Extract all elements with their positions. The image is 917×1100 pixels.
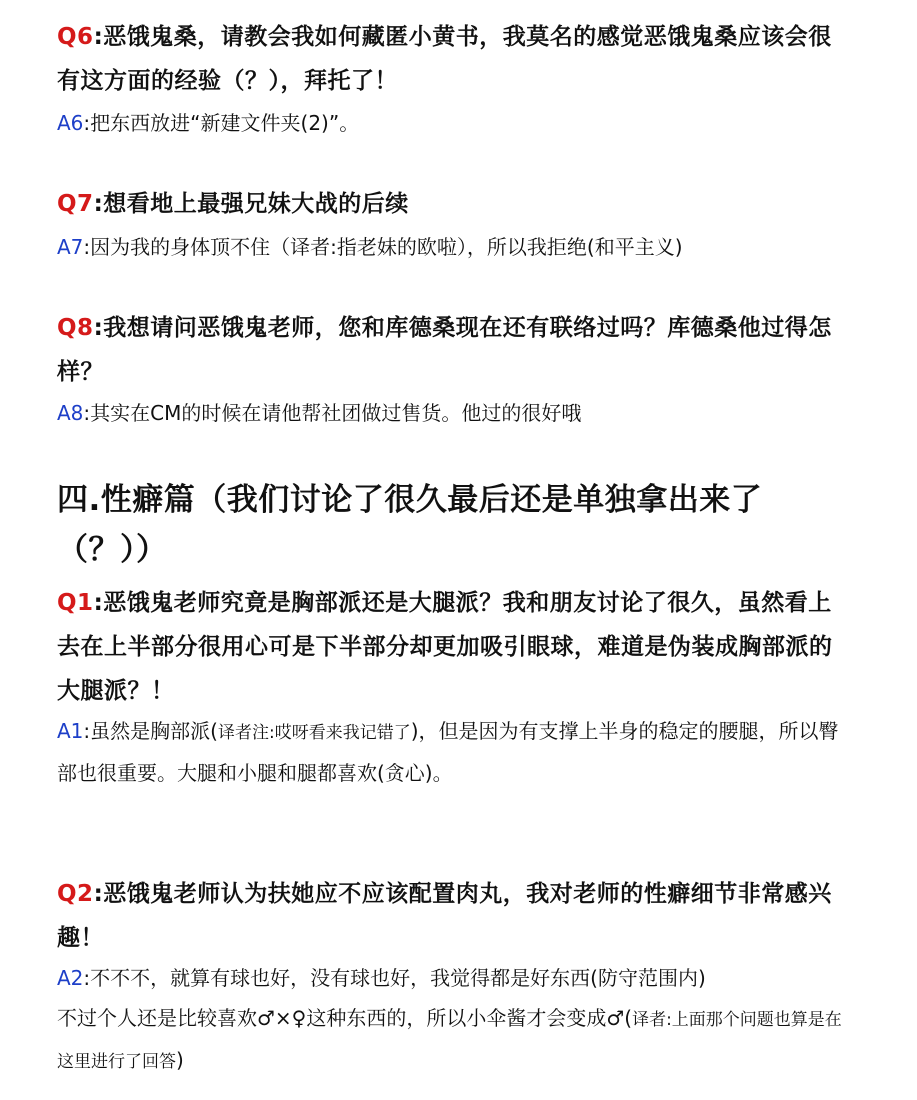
translator-note: 译者:上面那个问题也算是在这里进行了回答 <box>57 1010 842 1072</box>
answer-a1 <box>57 711 847 793</box>
answer-tag: A7 <box>57 235 84 259</box>
answer-line <box>57 958 857 998</box>
tag-separator: : <box>83 966 91 990</box>
answer-tag: A1 <box>57 719 84 743</box>
question-text: 恶饿鬼桑，请教会我如何藏匿小黄书，我莫名的感觉恶饿鬼桑应该会很有这方面的经验（？），拜托了！ <box>57 24 832 94</box>
tag-separator: : <box>93 24 104 50</box>
question-q2 <box>57 872 847 960</box>
question-tag: Q6 <box>57 24 94 50</box>
answer-text: )，但是因为有支撑上半身的稳定的腰腿，所以臀部也很重要。大腿和小腿和腿都喜欢(贪心)。 <box>57 719 839 785</box>
tag-separator: : <box>83 235 91 259</box>
tag-separator: : <box>93 191 104 217</box>
answer-tag: A8 <box>57 401 84 425</box>
answer-a7 <box>57 227 857 267</box>
question-text: 恶饿鬼老师究竟是胸部派还是大腿派？我和朋友讨论了很久，虽然看上去在上半部分很用心可是下半部分却更加吸引眼球，难道是伪装成胸部派的大腿派？！ <box>57 590 833 704</box>
answer-text: ) <box>176 1048 184 1072</box>
question-tag: Q1 <box>57 590 94 616</box>
question-tag: Q2 <box>57 881 94 907</box>
question-q7 <box>57 182 857 226</box>
tag-separator: : <box>83 719 91 743</box>
answer-text: 其实在CM的时候在请他帮社团做过售货。他过的很好哦 <box>90 401 582 425</box>
question-text: 想看地上最强兄妹大战的后续 <box>103 191 409 217</box>
tag-separator: : <box>93 881 104 907</box>
answer-line <box>57 998 857 1082</box>
question-q1 <box>57 581 847 713</box>
answer-tag: A2 <box>57 966 84 990</box>
answer-text: 虽然是胸部派( <box>90 719 218 743</box>
answer-text: 把东西放进“新建文件夹(2)”。 <box>90 111 360 135</box>
tag-separator: : <box>83 401 91 425</box>
answer-text: 不不不，就算有球也好，没有球也好，我觉得都是好东西(防守范围内) <box>90 966 706 990</box>
answer-tag: A6 <box>57 111 84 135</box>
tag-separator: : <box>93 315 104 341</box>
question-text: 恶饿鬼老师认为扶她应不应该配置肉丸，我对老师的性癖细节非常感兴趣！ <box>57 881 832 951</box>
section-heading: 四.性癖篇（我们讨论了很久最后还是单独拿出来了（？）） <box>57 482 763 568</box>
question-tag: Q7 <box>57 191 94 217</box>
answer-a2 <box>57 958 857 1082</box>
translator-note: 译者注:哎呀看来我记错了 <box>217 723 411 743</box>
tag-separator: : <box>83 111 91 135</box>
question-q6 <box>57 15 847 103</box>
answer-text: 不过个人还是比较喜欢♂×♀这种东西的，所以小伞酱才会变成♂( <box>57 1006 633 1030</box>
question-tag: Q8 <box>57 315 94 341</box>
answer-text: 因为我的身体顶不住（译者:指老妹的欧啦），所以我拒绝(和平主义) <box>90 235 683 259</box>
answer-a8 <box>57 393 857 433</box>
answer-a6 <box>57 103 857 143</box>
question-text: 我想请问恶饿鬼老师，您和库德桑现在还有联络过吗？库德桑他过得怎样？ <box>57 315 832 385</box>
question-q8 <box>57 306 847 394</box>
tag-separator: : <box>93 590 104 616</box>
